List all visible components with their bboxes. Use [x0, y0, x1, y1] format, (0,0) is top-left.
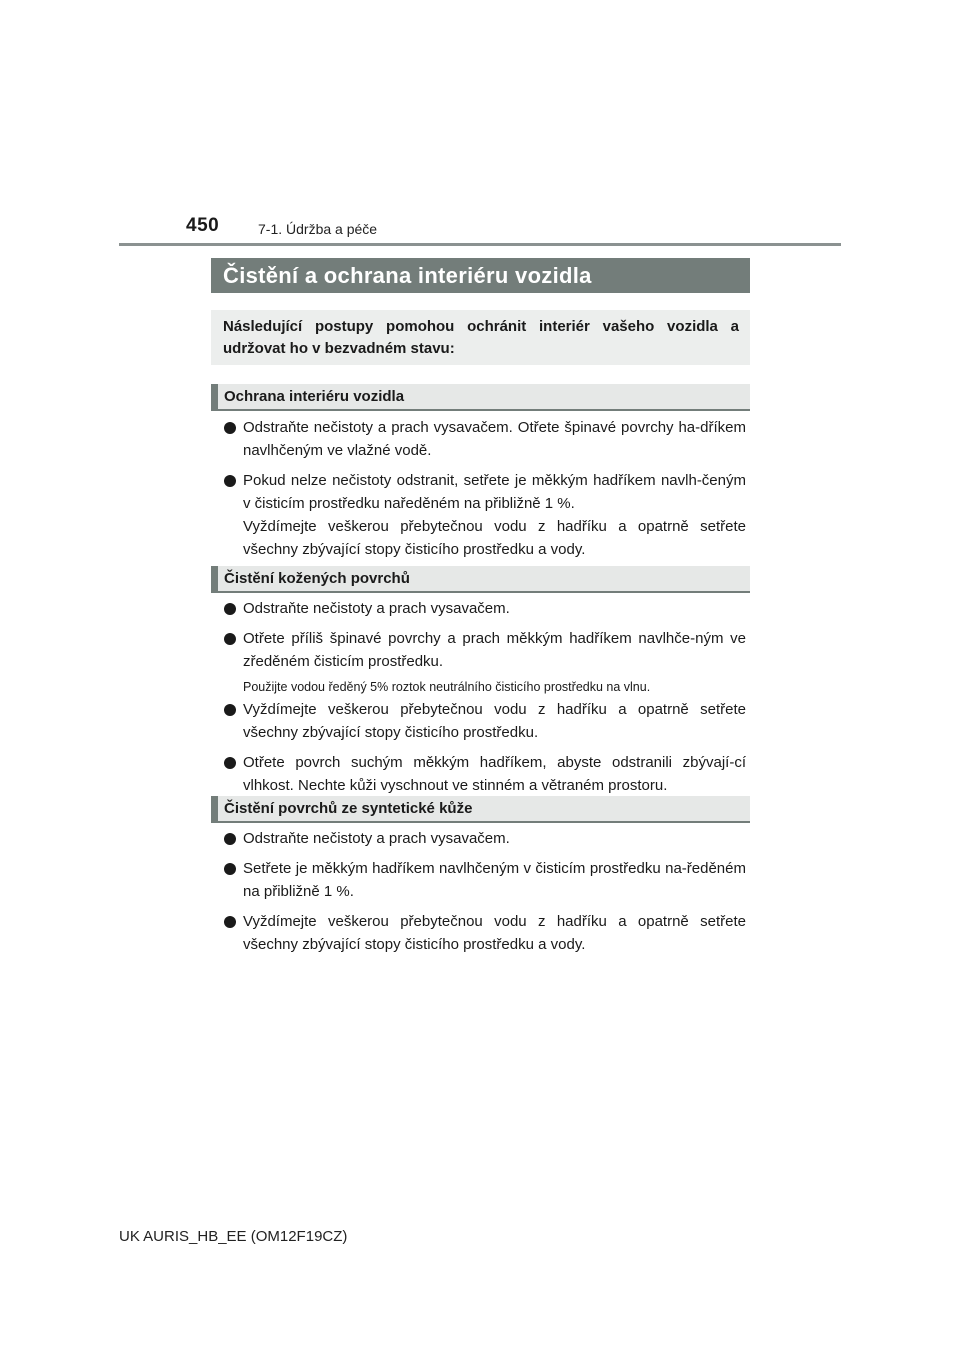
list-item-text: Pokud nelze nečistoty odstranit, setřete je měkkým hadříkem navlh-čeným v čisticím prostředku naředěném na přibližně 1 %.: [243, 472, 746, 512]
intro-box: Následující postupy pomohou ochránit interiér vašeho vozidla a udržovat ho v bezvadném stavu:: [211, 310, 750, 365]
list-item-text: Odstraňte nečistoty a prach vysavačem.: [243, 600, 510, 617]
list-item: [224, 910, 746, 956]
list-item: [224, 416, 746, 462]
section-heading-leather: Čistění kožených povrchů: [211, 566, 750, 593]
section-heading-synthetic-leather: Čistění povrchů ze syntetické kůže: [211, 796, 750, 823]
list-item-text: Odstraňte nečistoty a prach vysavačem. Otřete špinavé povrchy ha-dříkem navlhčeným ve vlažné vodě.: [243, 419, 746, 459]
bullet-icon: [224, 757, 236, 769]
breadcrumb: 7-1. Údržba a péče: [258, 221, 378, 237]
section-heading-interior-protection: Ochrana interiéru vozidla: [211, 384, 750, 411]
list-item: [224, 751, 746, 797]
bullet-list-interior-protection: [224, 416, 746, 568]
page-number: 450: [186, 215, 220, 236]
page-title: Čistění a ochrana interiéru vozidla: [211, 258, 750, 293]
bullet-icon: [224, 704, 236, 716]
list-item-text: Otřete příliš špinavé povrchy a prach měkkým hadříkem navlhče-ným ve zředěném čisticím prostředku.: [243, 630, 746, 670]
bullet-icon: [224, 603, 236, 615]
list-item-text: Vyždímejte veškerou přebytečnou vodu z hadříku a opatrně setřete všechny zbývající stopy čisticího prostředku.: [243, 701, 746, 741]
bullet-icon: [224, 916, 236, 928]
list-item: [224, 698, 746, 744]
note-text: Použijte vodou ředěný 5% roztok neutrálního čisticího prostředku na vlnu.: [243, 680, 651, 694]
footer-model-code: UK AURIS_HB_EE (OM12F19CZ): [119, 1228, 348, 1245]
list-item: [224, 627, 746, 673]
bullet-list-synthetic-leather: [224, 827, 746, 963]
bullet-icon: [224, 833, 236, 845]
list-item-text: Odstraňte nečistoty a prach vysavačem.: [243, 830, 510, 847]
list-item: [224, 827, 746, 850]
bullet-icon: [224, 633, 236, 645]
list-item-text: Setřete je měkkým hadříkem navlhčeným v čisticím prostředku na-ředěném na přibližně 1 %.: [243, 860, 746, 900]
bullet-icon: [224, 422, 236, 434]
list-item-text: Otřete povrch suchým měkkým hadříkem, abyste odstranili zbývají-cí vlhkost. Nechte kůži vyschnout ve stinném a větraném prostoru.: [243, 754, 746, 794]
list-item: [224, 469, 746, 561]
list-item-text-continued: Vyždímejte veškerou přebytečnou vodu z hadříku a opatrně setřete všechny zbývající stopy čisticího prostředku a vody.: [243, 518, 746, 558]
list-item: [224, 857, 746, 903]
bullet-list-leather: [224, 597, 746, 804]
list-item: [224, 597, 746, 620]
list-item-text: Vyždímejte veškerou přebytečnou vodu z hadříku a opatrně setřete všechny zbývající stopy čisticího prostředku a vody.: [243, 913, 746, 953]
header-rule: [119, 243, 841, 246]
bullet-icon: [224, 475, 236, 487]
bullet-icon: [224, 863, 236, 875]
